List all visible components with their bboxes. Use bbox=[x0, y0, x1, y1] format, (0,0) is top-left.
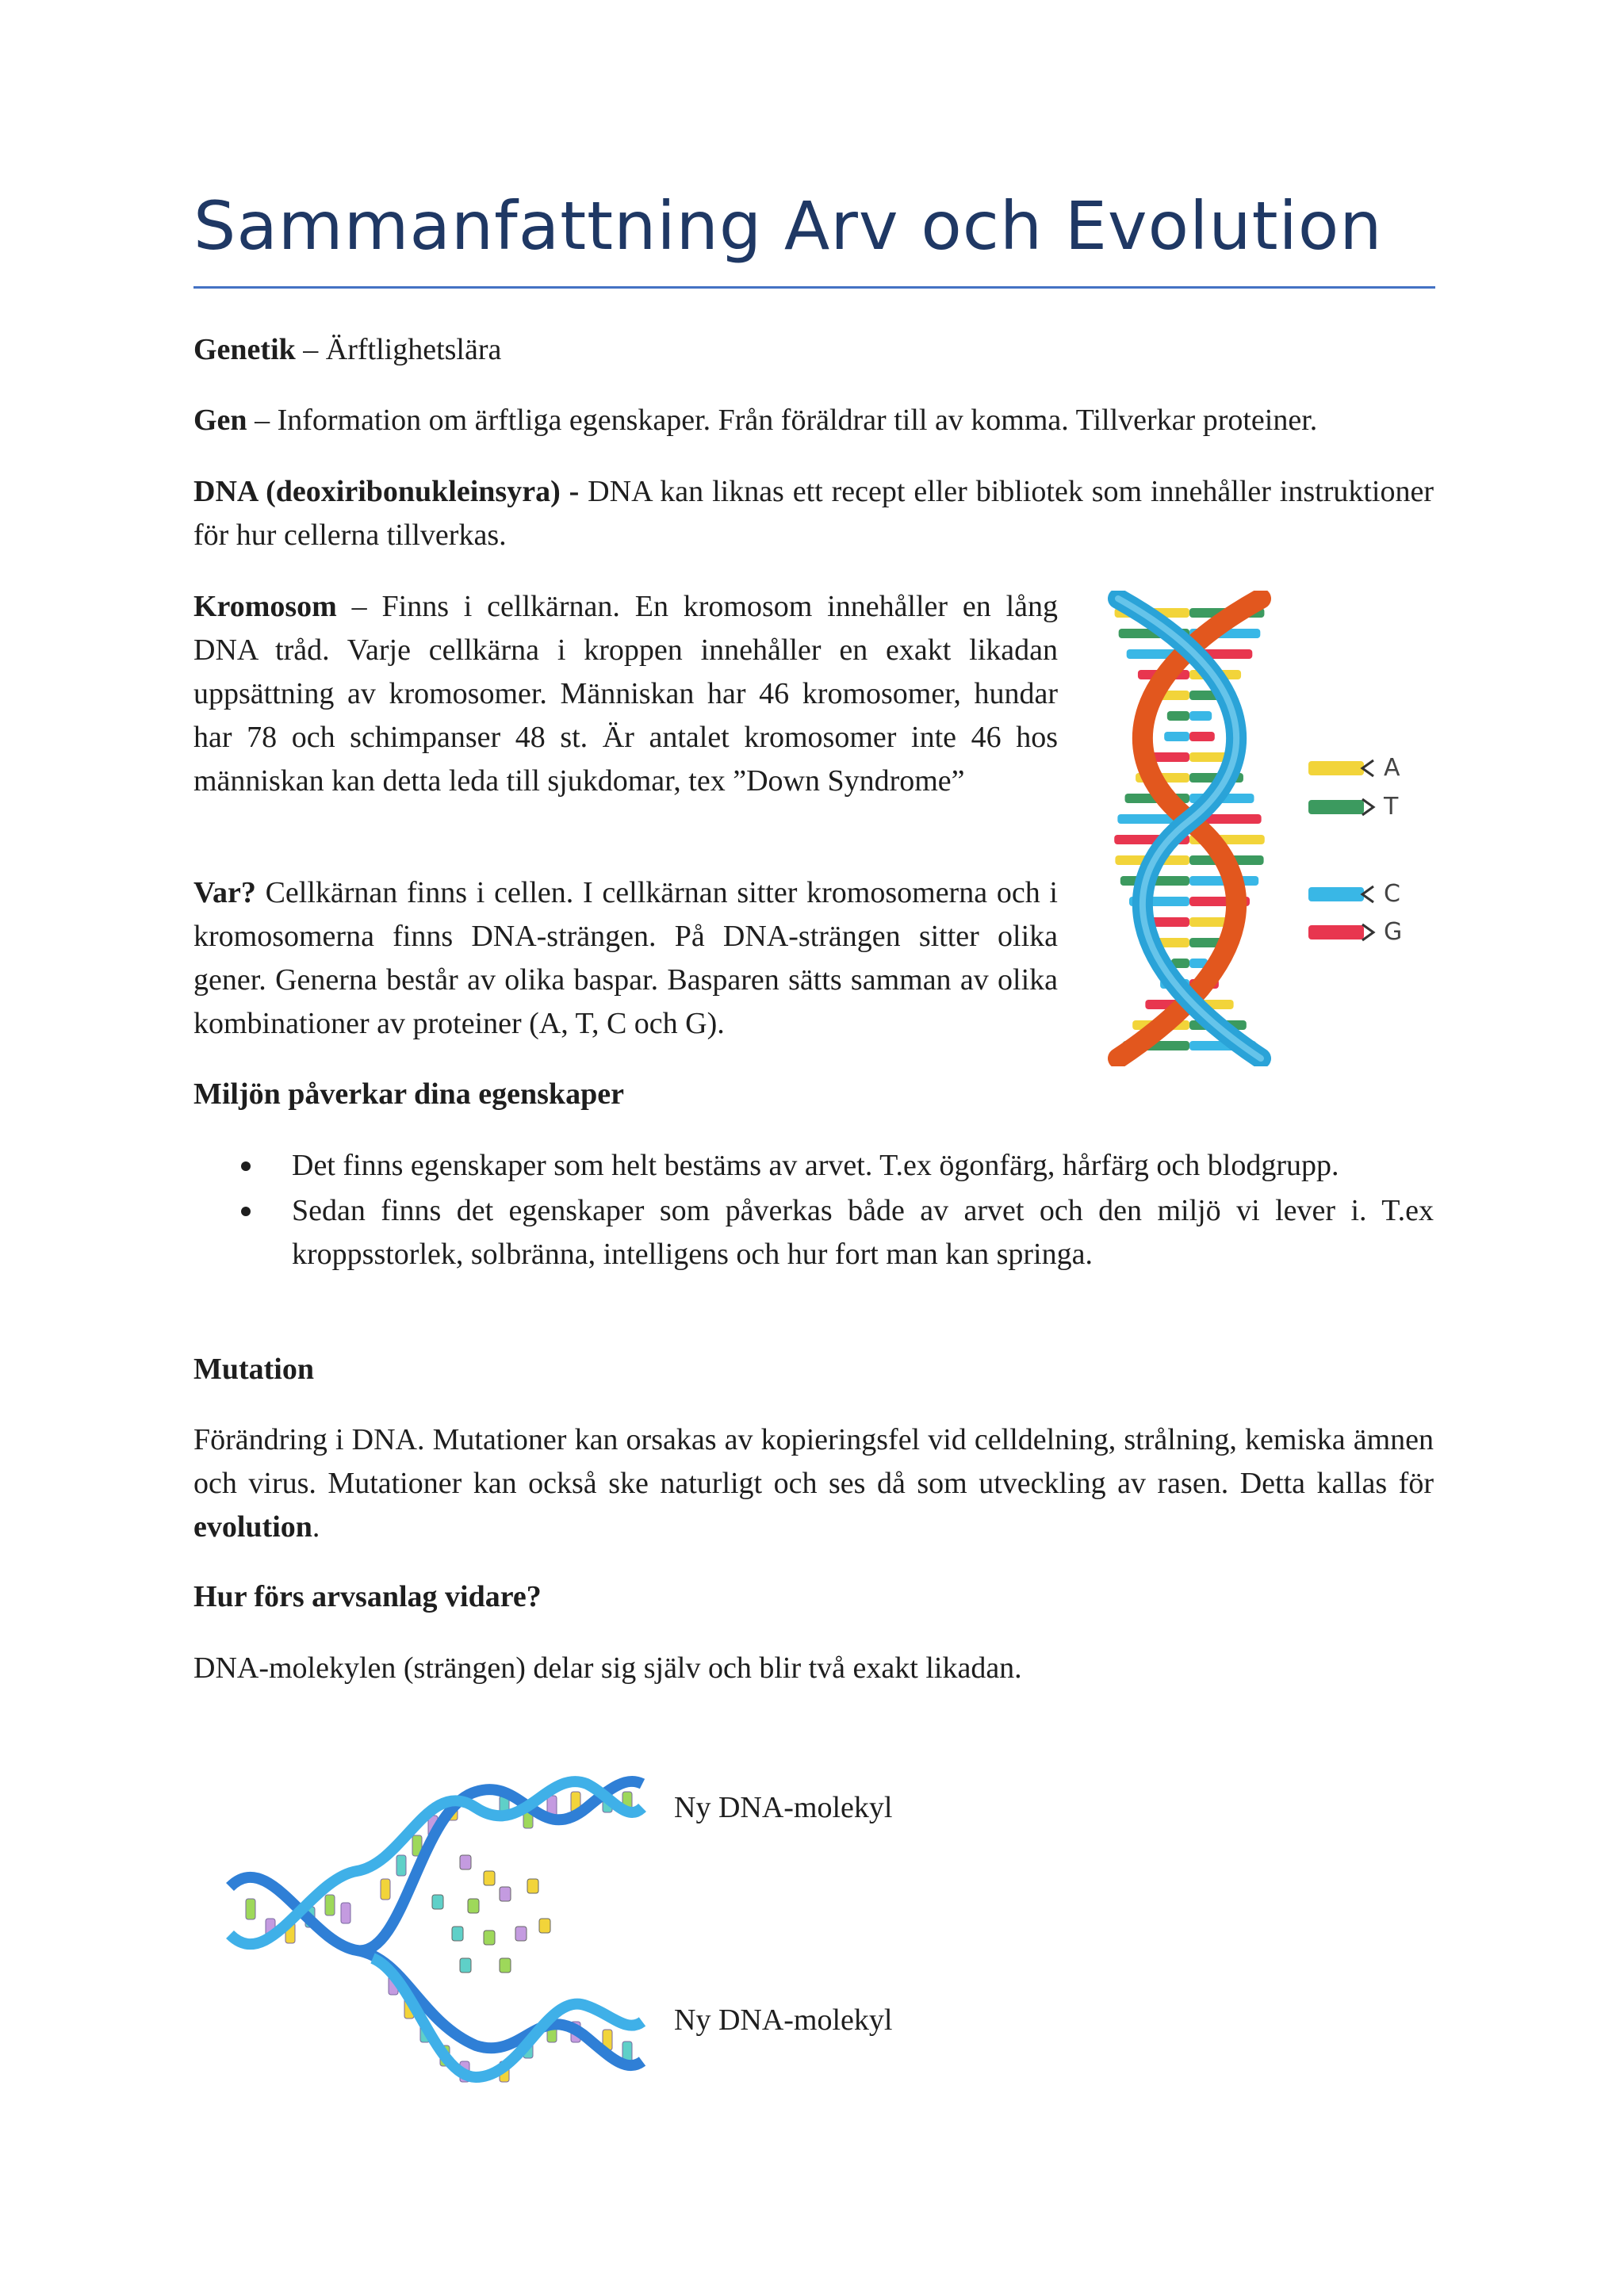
page-title: Sammanfattning Arv och Evolution bbox=[193, 187, 1383, 265]
free-nucleotide bbox=[539, 1919, 550, 1933]
free-nucleotide bbox=[468, 1899, 479, 1913]
genetik-term: Genetik bbox=[193, 333, 296, 366]
nucleotide-rung bbox=[325, 1895, 335, 1915]
new-dna-caption-bottom: Ny DNA-molekyl bbox=[674, 2003, 893, 2037]
legend-a-label: A bbox=[1384, 754, 1400, 782]
arvsanlag-heading: Hur förs arvsanlag vidare? bbox=[193, 1580, 542, 1613]
mutation-heading: Mutation bbox=[193, 1353, 314, 1386]
nucleotide-rung bbox=[396, 1855, 406, 1876]
mutation-paragraph: Förändring i DNA. Mutationer kan orsakas av kopieringsfel vid celldelning, strålning, kemiska ämnen och virus. Mutationer kan också ske naturligt och ses då som utveckling av rasen. Detta kallas för evolution. bbox=[193, 1423, 1434, 1544]
base-pair-rung bbox=[1189, 711, 1212, 721]
gen-paragraph: Gen – Information om ärftliga egenskaper. Från föräldrar till av komma. Tillverkar proteiner. bbox=[193, 404, 1318, 437]
legend-a bbox=[1308, 754, 1400, 782]
genetik-definition: Ärftlighetslära bbox=[325, 333, 502, 366]
kromosom-term: Kromosom bbox=[193, 590, 337, 623]
base-pair-rung bbox=[1189, 732, 1215, 741]
free-nucleotide bbox=[500, 1958, 511, 1973]
legend-c bbox=[1308, 880, 1400, 908]
gen-term: Gen bbox=[193, 404, 247, 437]
dna-paragraph bbox=[193, 470, 1434, 557]
free-nucleotide bbox=[484, 1931, 495, 1945]
free-nucleotide bbox=[484, 1871, 495, 1885]
free-nucleotide bbox=[432, 1895, 443, 1909]
arvsanlag-paragraph: DNA-molekylen (strängen) delar sig själv och blir två exakt likadan. bbox=[193, 1651, 1022, 1685]
kromosom-definition: Finns i cellkärnan. En kromosom innehåller en lång DNA tråd. Varje cellkärna i kroppen innehåller en exakt likadan uppsättning av kromosomer. Människan har 46 kromosomer, hundar har 78 och schimpanser 48 st. Är antalet kromosomer inte 46 hos människan kan detta leda till sjukdomar, tex ”Down Syndrome” bbox=[193, 590, 1059, 798]
legend-g-label: G bbox=[1384, 918, 1403, 946]
dna-definition: DNA kan liknas ett recept eller bibliotek som innehåller instruktioner för hur cellerna tillverkas. bbox=[193, 475, 1434, 552]
evolution-term: evolution bbox=[193, 1510, 312, 1544]
base-legend bbox=[1308, 754, 1402, 946]
var-term: Var? bbox=[193, 876, 256, 909]
legend-g bbox=[1308, 918, 1402, 946]
new-dna-caption-top: Ny DNA-molekyl bbox=[674, 1791, 893, 1824]
kromosom-paragraph: Kromosom – Finns i cellkärnan. En kromosom innehåller en lång DNA tråd. Varje cellkärna i kroppen innehåller en exakt likadan uppsättning av kromosomer. Människan har 46 kromosomer, hundar har 78 och schimpanser 48 st. Är antalet kromosomer inte 46 hos människan kan detta leda till sjukdomar, tex ”Down Syndrome” bbox=[193, 590, 1059, 798]
dna-helix-illustration bbox=[1086, 591, 1443, 1066]
list-item: Sedan finns det egenskaper som påverkas både av arvet och den miljö vi lever i. T.ex kroppsstorlek, solbränna, intelligens och hur fort man kan springa. bbox=[193, 1189, 1434, 1276]
bullet-icon bbox=[241, 1161, 251, 1171]
list-item: Det finns egenskaper som helt bestäms av arvet. T.ex ögonfärg, hårfärg och blodgrupp. bbox=[193, 1144, 1434, 1188]
var-definition: Cellkärnan finns i cellen. I cellkärnan sitter kromosomerna och i kromosomerna finns DNA-strängen. På DNA-strängen sitter olika gener. Generna består av olika baspar. Basparen sätts samman av olika kombinationer av proteiner (A, T, C och G). bbox=[193, 876, 1058, 1040]
free-nucleotide bbox=[527, 1879, 538, 1893]
dna-term: DNA (deoxiribonukleinsyra) - bbox=[193, 475, 580, 508]
nucleotide-rung bbox=[246, 1899, 255, 1919]
title-underline bbox=[193, 286, 1435, 289]
miljon-bullet-list bbox=[193, 1144, 1434, 1278]
free-nucleotide bbox=[452, 1927, 463, 1941]
genetik-paragraph: Genetik – Ärftlighetslära bbox=[193, 333, 502, 366]
dna-replication-illustration bbox=[222, 1760, 650, 2093]
legend-t-label: T bbox=[1384, 793, 1399, 821]
free-nucleotide bbox=[460, 1958, 471, 1973]
legend-c-label: C bbox=[1384, 880, 1400, 908]
bullet-icon bbox=[241, 1207, 251, 1216]
var-paragraph bbox=[193, 871, 1058, 1046]
free-nucleotide bbox=[460, 1855, 471, 1869]
legend-t bbox=[1308, 793, 1399, 821]
base-pair-rung bbox=[1164, 732, 1189, 741]
free-nucleotide bbox=[515, 1927, 527, 1941]
miljon-heading: Miljön påverkar dina egenskaper bbox=[193, 1077, 624, 1111]
nucleotide-rung bbox=[341, 1903, 350, 1923]
free-nucleotide bbox=[500, 1887, 511, 1901]
base-pair-rung bbox=[1167, 711, 1189, 721]
gen-definition: Information om ärftliga egenskaper. Från föräldrar till av komma. Tillverkar proteiner. bbox=[277, 404, 1318, 437]
nucleotide-rung bbox=[381, 1879, 390, 1900]
